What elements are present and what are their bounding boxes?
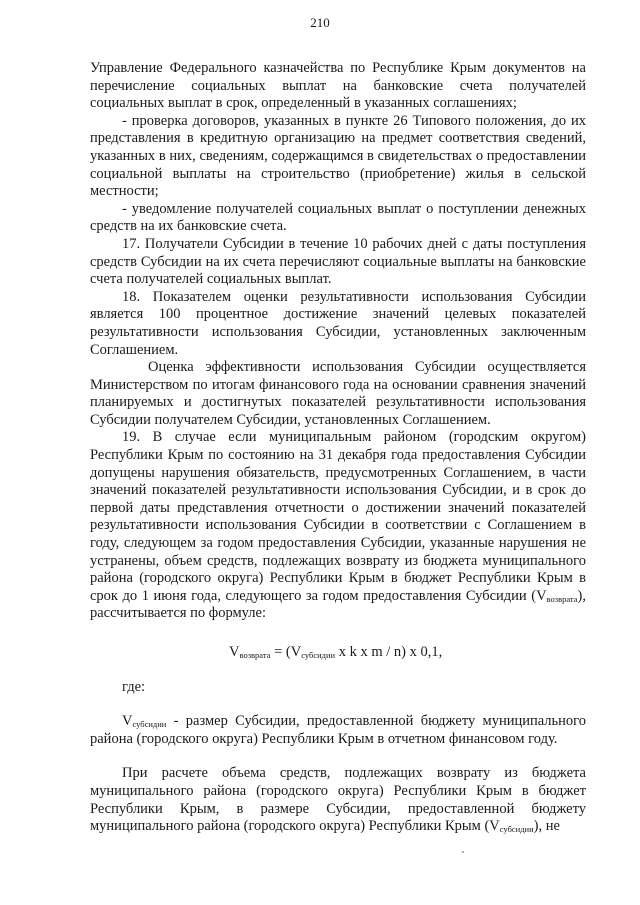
formula-subscript-return: возврата: [239, 650, 271, 660]
paragraph-18: 18. Показателем оценки результативности использования Субсидии является 100 процентное достижение значений целевых показателей результативности использования Субсидии, установленных заключенным Соглашением.: [90, 288, 586, 358]
paragraph-contract-check: - проверка договоров, указанных в пункте 26 Типового положения, до их представления в кредитную организацию на предмет соответствия сведений, указанных в них, сведениям, содержащимся в свидетельствах о предоставлении социальной выплаты на строительство (приобретение) жилья в сельской местности;: [90, 112, 586, 200]
document-body: [90, 60, 586, 836]
paragraph-19-text: 19. В случае если муниципальным районом (городским округом) Республики Крым по состоянию на 31 декабря года предоставления Субсидии допущены нарушения обязательств, предусмотренных Соглашением, в части значений показателей результативности использования Субсидии, и в срок до первой даты представления отчетности о достижении значений показателей результативности использования Субсидии в соответствии с Соглашением в году, следующем за годом предоставления Субсидии, указанные нарушения не устранены, объем средств, подлежащих возврату из бюджета муниципального района (городского округа) Республики Крым в бюджет Республики Крым в срок до 1 июня года, следующего за годом предоставления Субсидии (V: [90, 429, 586, 604]
paragraph-calculation: При расчете объема средств, подлежащих возврату из бюджета муниципального района (городского округа) Республики Крым в бюджет Республики Крым, в размере Субсидии, предоставленной бюджету муниципального района (городского округа) Республики Крым $(V_{субсидии})$, не: [90, 765, 586, 835]
formula: $V_{возврата} = (V_{субсидии}$ x k x m / n) x 0,1,: [229, 644, 443, 660]
paragraph-19-end: ), рассчитывается по формуле:: [90, 587, 586, 622]
scan-speck: [462, 851, 464, 853]
definition-v-subsidy: $V_{субсидии}$ - размер Субсидии, предоставленной бюджету муниципального района (городского округа) Республики Крым в отчетном финансовом году.: [90, 713, 586, 747]
formula-subscript-subsidy: субсидии: [301, 650, 336, 660]
paragraph-19: [90, 429, 586, 623]
definition-subscript: субсидии: [132, 719, 167, 730]
paragraph-evaluation: Оценка эффективности использования Субсидии осуществляется Министерством по итогам финансового года на основании сравнения значений планируемых и достигнутых показателей результативности использования Субсидии получателем Субсидии, установленных Соглашением.: [90, 359, 586, 428]
paragraph-continuation: Управление Федерального казначейства по Республике Крым документов на перечисление социальных выплат на банковские счета получателей социальных выплат в срок, определенный в указанных соглашениях;: [90, 60, 586, 112]
page-number: 210: [310, 15, 330, 30]
paragraph-notification: - уведомление получателей социальных выплат о поступлении денежных средств на их банковские счета.: [90, 200, 586, 235]
calculation-subscript: субсидии: [499, 824, 534, 835]
paragraph-17: 17. Получатели Субсидии в течение 10 рабочих дней с даты поступления средств Субсидии на их счета перечисляют социальные выплаты на банковские счета получателей социальных выплат.: [90, 235, 586, 288]
where-label: где:: [122, 678, 146, 695]
paragraph-19-subscript: возврата: [546, 593, 578, 604]
